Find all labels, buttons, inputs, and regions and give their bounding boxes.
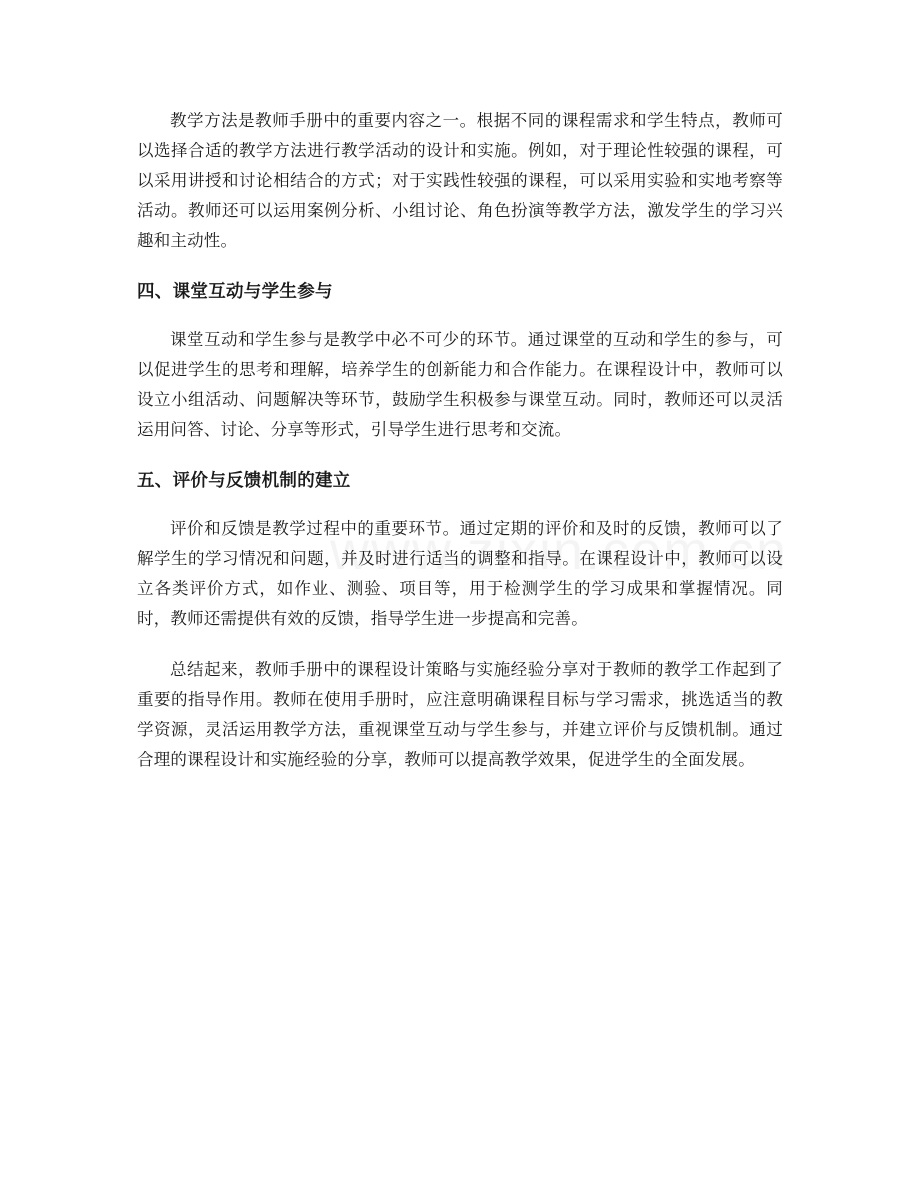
section-heading-evaluation: 五、评价与反馈机制的建立 <box>137 471 351 491</box>
document-body <box>137 106 783 775</box>
section-heading-interaction: 四、课堂互动与学生参与 <box>137 282 333 302</box>
paragraph-teaching-methods: 教学方法是教师手册中的重要内容之一。根据不同的课程需求和学生特点，教师可以选择合适的教学方法进行教学活动的设计和实施。例如，对于理论性较强的课程，可以采用讲授和讨论相结合的方式；对于实践性较强的课程，可以采用实验和实地考察等活动。教师还可以运用案例分析、小组讨论、角色扮演等教学方法，激发学生的学习兴趣和主动性。 <box>137 111 783 250</box>
paragraph-evaluation: 评价和反馈是教学过程中的重要环节。通过定期的评价和及时的反馈，教师可以了解学生的学习情况和问题，并及时进行适当的调整和指导。在课程设计中，教师可以设立各类评价方式，如作业、测验、项目等，用于检测学生的学习成果和掌握情况。同时，教师还需提供有效的反馈，指导学生进一步提高和完善。 <box>137 519 783 628</box>
paragraph-interaction: 课堂互动和学生参与是教学中必不可少的环节。通过课堂的互动和学生的参与，可以促进学生的思考和理解，培养学生的创新能力和合作能力。在课程设计中，教师可以设立小组活动、问题解决等环节，鼓励学生积极参与课堂互动。同时，教师还可以灵活运用问答、讨论、分享等形式，引导学生进行思考和交流。 <box>137 330 783 439</box>
paragraph-summary: 总结起来，教师手册中的课程设计策略与实施经验分享对于教师的教学工作起到了重要的指导作用。教师在使用手册时，应注意明确课程目标与学习需求，挑选适当的教学资源，灵活运用教学方法，重视课堂互动与学生参与，并建立评价与反馈机制。通过合理的课程设计和实施经验的分享，教师可以提高教学效果，促进学生的全面发展。 <box>137 660 783 769</box>
